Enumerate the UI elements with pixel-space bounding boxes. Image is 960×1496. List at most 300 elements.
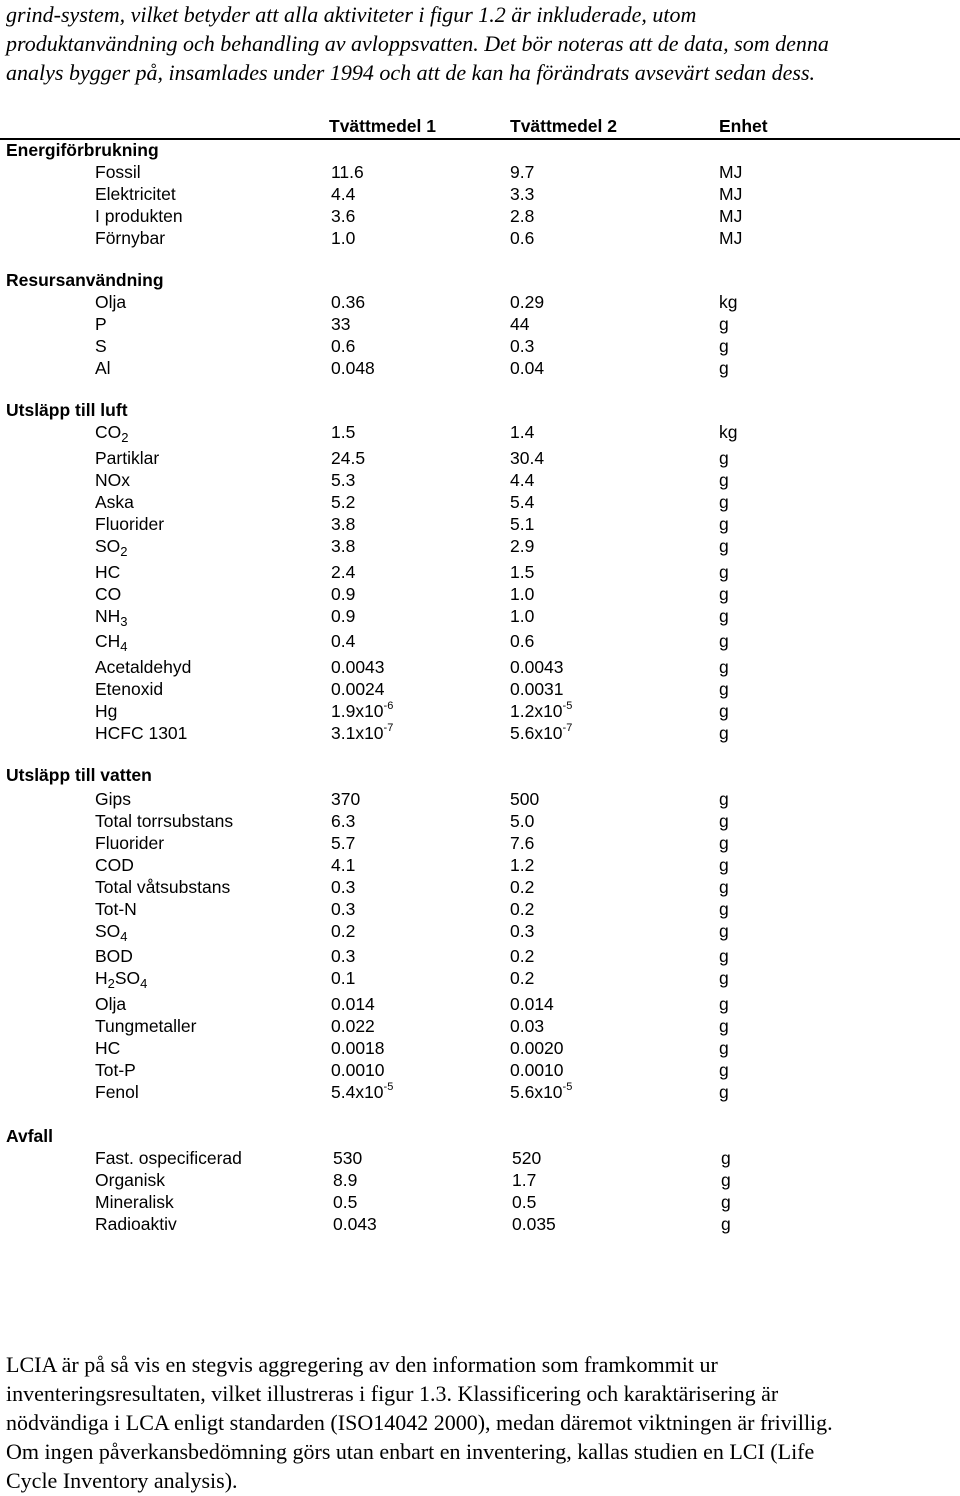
value-tvattmedel-2 [510, 657, 564, 677]
value-text: 530 [333, 1148, 363, 1168]
row-label-text: HC [95, 1038, 121, 1058]
value-text: 30.4 [510, 448, 545, 468]
subscript: 4 [120, 639, 128, 654]
value-text: 1.2 [510, 855, 535, 875]
value-text: 5.6x10 [510, 723, 563, 743]
value-tvattmedel-1 [333, 1148, 362, 1168]
row-label-text: P [95, 314, 107, 334]
row-label [95, 470, 130, 490]
value-tvattmedel-2 [510, 701, 572, 721]
value-text: 6.3 [331, 811, 356, 831]
row-label [95, 833, 164, 853]
row-label [95, 492, 134, 512]
unit-cell: g [719, 877, 729, 897]
value-text: 3.3 [510, 184, 535, 204]
value-text: 7.6 [510, 833, 535, 853]
value-text: 0.5 [512, 1192, 537, 1212]
value-text: 0.0031 [510, 679, 564, 699]
unit-cell: g [721, 1192, 731, 1212]
value-tvattmedel-1 [331, 336, 355, 356]
value-tvattmedel-2 [510, 921, 534, 941]
row-label [95, 877, 230, 897]
row-label-text: Fluorider [95, 833, 165, 853]
unit-cell: MJ [719, 228, 743, 248]
value-text: 1.9x10 [331, 701, 384, 721]
value-text: 4.1 [331, 855, 356, 875]
unit-cell: g [719, 631, 729, 651]
unit-cell: g [719, 1082, 729, 1102]
value-text: 0.022 [331, 1016, 375, 1036]
value-tvattmedel-1 [331, 358, 375, 378]
row-label-text: Olja [95, 292, 127, 312]
row-label [95, 899, 137, 919]
unit-cell: g [721, 1170, 731, 1190]
value-tvattmedel-2 [510, 292, 544, 312]
value-tvattmedel-2 [510, 228, 534, 248]
value-tvattmedel-1 [331, 206, 355, 226]
value-tvattmedel-2 [510, 514, 534, 534]
value-tvattmedel-1 [331, 946, 355, 966]
value-text: 0.3 [510, 336, 535, 356]
value-tvattmedel-2 [510, 162, 534, 182]
row-label [95, 184, 176, 204]
subscript: 2 [107, 976, 115, 991]
row-label-text: Olja [95, 994, 127, 1014]
value-text: 370 [331, 789, 361, 809]
value-text: 0.2 [510, 968, 535, 988]
unit-cell: kg [719, 422, 738, 442]
value-tvattmedel-1 [331, 492, 355, 512]
value-tvattmedel-1 [331, 470, 355, 490]
value-tvattmedel-1 [331, 899, 355, 919]
row-label [95, 921, 128, 944]
value-tvattmedel-1 [331, 789, 360, 809]
value-text: 5.1 [510, 514, 535, 534]
row-label [95, 292, 126, 312]
row-label-text: Mineralisk [95, 1192, 174, 1212]
value-text: 0.0020 [510, 1038, 564, 1058]
value-text: 2.8 [510, 206, 535, 226]
value-text: 5.6x10 [510, 1082, 563, 1102]
value-tvattmedel-1 [331, 162, 364, 182]
value-tvattmedel-2 [510, 855, 534, 875]
value-text: 0.035 [512, 1214, 556, 1234]
row-label [95, 811, 233, 831]
value-text: 0.9 [331, 584, 356, 604]
unit-cell: g [719, 921, 729, 941]
row-label-text: COD [95, 855, 134, 875]
unit-cell: g [719, 946, 729, 966]
value-tvattmedel-1 [331, 584, 355, 604]
value-tvattmedel-1 [331, 1038, 385, 1058]
value-text: 3.6 [331, 206, 356, 226]
row-label-text: H [95, 968, 108, 988]
value-tvattmedel-2 [512, 1192, 536, 1212]
unit-cell: g [719, 1038, 729, 1058]
value-tvattmedel-1 [331, 968, 355, 988]
unit-cell: g [719, 470, 729, 490]
value-tvattmedel-2 [510, 184, 534, 204]
row-label [95, 514, 164, 534]
value-text: 0.2 [510, 946, 535, 966]
outro-line: Om ingen påverkansbedömning görs utan enbart en inventering, kallas studien en LCI (Life [6, 1439, 815, 1464]
header-enhet: Enhet [719, 116, 768, 136]
value-text: 520 [512, 1148, 542, 1168]
value-tvattmedel-2 [510, 492, 534, 512]
row-label [95, 994, 126, 1014]
value-text: 0.4 [331, 631, 356, 651]
row-label [95, 723, 187, 743]
value-text: 0.0024 [331, 679, 385, 699]
outro-line: LCIA är på så vis en stegvis aggregering av den information som framkommit ur [6, 1352, 718, 1377]
value-tvattmedel-2 [510, 877, 534, 897]
value-text: 5.3 [331, 470, 356, 490]
value-text: 3.1x10 [331, 723, 384, 743]
exponent: -5 [383, 1081, 394, 1093]
value-tvattmedel-2 [510, 968, 534, 988]
value-text: 0.3 [510, 921, 535, 941]
row-label-text: Förnybar [95, 228, 166, 248]
value-text: 4.4 [331, 184, 356, 204]
exponent: -7 [562, 722, 573, 734]
outro-paragraph [6, 1350, 956, 1495]
value-text: 0.36 [331, 292, 366, 312]
row-label-text: Tungmetaller [95, 1016, 197, 1036]
value-text: 0.0043 [331, 657, 385, 677]
subscript: 3 [120, 614, 128, 629]
value-text: 1.0 [331, 228, 356, 248]
row-label [95, 946, 133, 966]
row-label [95, 562, 120, 582]
value-tvattmedel-2 [510, 994, 554, 1014]
value-text: 33 [331, 314, 351, 334]
row-label-text: SO [95, 536, 121, 556]
value-text: 0.03 [510, 1016, 545, 1036]
value-tvattmedel-2 [510, 422, 534, 442]
exponent: -7 [383, 722, 394, 734]
row-label [95, 968, 148, 991]
header-tvattmedel-2: Tvättmedel 2 [510, 116, 617, 136]
value-tvattmedel-2 [510, 470, 534, 490]
row-label [95, 358, 111, 378]
value-tvattmedel-1 [333, 1214, 377, 1234]
row-label-text: Tot-N [95, 899, 137, 919]
value-tvattmedel-2 [512, 1214, 556, 1234]
value-text: 5.0 [510, 811, 535, 831]
exponent: -5 [562, 1081, 573, 1093]
value-text: 24.5 [331, 448, 366, 468]
value-text: 3.8 [331, 514, 356, 534]
row-label [95, 1038, 120, 1058]
value-tvattmedel-1 [331, 314, 350, 334]
value-text: 0.6 [510, 631, 535, 651]
value-text: 11.6 [331, 162, 364, 182]
value-text: 0.6 [510, 228, 535, 248]
value-tvattmedel-2 [510, 1082, 572, 1102]
value-tvattmedel-1 [331, 855, 355, 875]
row-label [95, 631, 128, 654]
outro-line: nödvändiga i LCA enligt standarden (ISO14042 2000), medan däremot viktningen är frivillig. [6, 1410, 833, 1435]
value-text: 4.4 [510, 470, 535, 490]
value-text: 0.2 [510, 899, 535, 919]
section-title: Energiförbrukning [6, 140, 159, 160]
unit-cell: g [719, 448, 729, 468]
row-label-text: Total torrsubstans [95, 811, 234, 831]
row-label [95, 657, 191, 677]
value-tvattmedel-1 [331, 811, 355, 831]
value-tvattmedel-2 [510, 314, 529, 334]
value-tvattmedel-2 [510, 631, 534, 651]
row-label [95, 228, 165, 248]
row-label-text: Tot-P [95, 1060, 136, 1080]
value-tvattmedel-2 [510, 833, 534, 853]
value-tvattmedel-1 [331, 877, 355, 897]
unit-cell: g [719, 657, 729, 677]
unit-cell: MJ [719, 206, 743, 226]
value-text: 0.04 [510, 358, 545, 378]
value-tvattmedel-2 [510, 562, 534, 582]
value-tvattmedel-2 [510, 448, 544, 468]
section-title: Utsläpp till vatten [6, 765, 152, 785]
row-label-text: Fossil [95, 162, 141, 182]
subscript: 4 [120, 929, 128, 944]
value-text: 1.7 [512, 1170, 537, 1190]
row-label [95, 336, 107, 356]
value-text: 1.5 [331, 422, 356, 442]
unit-cell: g [719, 336, 729, 356]
value-text: 0.0043 [510, 657, 564, 677]
row-label-text: SO [114, 968, 141, 988]
value-tvattmedel-1 [331, 994, 375, 1014]
value-text: 500 [510, 789, 540, 809]
value-text: 1.4 [510, 422, 535, 442]
value-text: 0.014 [331, 994, 375, 1014]
row-label-text: HC [95, 562, 121, 582]
value-tvattmedel-1 [331, 657, 385, 677]
unit-cell: g [719, 994, 729, 1014]
exponent: -5 [562, 700, 573, 712]
row-label [95, 536, 128, 559]
value-tvattmedel-1 [331, 833, 355, 853]
value-tvattmedel-2 [510, 584, 534, 604]
unit-cell: g [719, 789, 729, 809]
value-text: 3.8 [331, 536, 356, 556]
intro-line: produktanvändning och behandling av avloppsvatten. Det bör noteras att de data, som denna [6, 31, 829, 56]
unit-cell: g [719, 811, 729, 831]
value-text: 1.0 [510, 584, 535, 604]
row-label-text: Acetaldehyd [95, 657, 192, 677]
value-tvattmedel-2 [510, 679, 564, 699]
value-tvattmedel-2 [510, 1038, 564, 1058]
row-label-text: Aska [95, 492, 134, 512]
value-text: 1.5 [510, 562, 535, 582]
row-label [95, 1082, 139, 1102]
row-label-text: Al [95, 358, 111, 378]
outro-line: inventeringsresultaten, vilket illustreras i figur 1.3. Klassificering och karaktärisering är [6, 1381, 779, 1406]
value-text: 9.7 [510, 162, 535, 182]
row-label-text: Etenoxid [95, 679, 164, 699]
row-label-text: I produkten [95, 206, 183, 226]
value-tvattmedel-1 [331, 701, 393, 721]
section-title: Avfall [6, 1126, 54, 1146]
row-label [95, 701, 117, 721]
unit-cell: g [719, 1016, 729, 1036]
value-text: 5.4x10 [331, 1082, 384, 1102]
value-tvattmedel-2 [510, 723, 572, 743]
row-label [95, 162, 141, 182]
unit-cell: g [719, 562, 729, 582]
row-label [95, 1060, 136, 1080]
row-label [95, 679, 163, 699]
unit-cell: g [719, 833, 729, 853]
row-label-text: CH [95, 631, 121, 651]
row-label-text: NH [95, 606, 121, 626]
row-label [95, 1148, 242, 1168]
intro-line: analys bygger på, insamlades under 1994 och att de kan ha förändrats avsevärt sedan dess. [6, 60, 816, 85]
unit-cell: g [719, 584, 729, 604]
value-text: 0.014 [510, 994, 554, 1014]
unit-cell: MJ [719, 162, 743, 182]
row-label-text: Radioaktiv [95, 1214, 177, 1234]
row-label [95, 448, 159, 468]
row-label-text: Fluorider [95, 514, 165, 534]
value-tvattmedel-2 [510, 1016, 544, 1036]
value-text: 0.6 [331, 336, 356, 356]
row-label-text: Organisk [95, 1170, 166, 1190]
row-label [95, 855, 134, 875]
value-tvattmedel-1 [333, 1170, 357, 1190]
unit-cell: kg [719, 292, 738, 312]
row-label-text: Hg [95, 701, 118, 721]
outro-line: Cycle Inventory analysis). [6, 1468, 238, 1493]
value-tvattmedel-1 [331, 1016, 375, 1036]
section-title: Utsläpp till luft [6, 400, 128, 420]
unit-cell: g [719, 855, 729, 875]
value-text: 8.9 [333, 1170, 358, 1190]
value-tvattmedel-1 [331, 1082, 393, 1102]
unit-cell: g [719, 723, 729, 743]
value-text: 0.5 [333, 1192, 358, 1212]
unit-cell: g [719, 536, 729, 556]
row-label-text: BOD [95, 946, 133, 966]
unit-cell: g [719, 899, 729, 919]
unit-cell: g [719, 968, 729, 988]
value-tvattmedel-1 [331, 562, 355, 582]
value-tvattmedel-1 [331, 631, 355, 651]
row-label-text: Gips [95, 789, 131, 809]
row-label-text: S [95, 336, 107, 356]
unit-cell: g [719, 358, 729, 378]
value-tvattmedel-2 [510, 899, 534, 919]
value-text: 5.4 [510, 492, 535, 512]
row-label [95, 1192, 174, 1212]
unit-cell: MJ [719, 184, 743, 204]
row-label-text: Fast. ospecificerad [95, 1148, 242, 1168]
value-text: 0.043 [333, 1214, 377, 1234]
row-label-text: HCFC 1301 [95, 723, 188, 743]
row-label [95, 206, 183, 226]
value-text: 0.3 [331, 877, 356, 897]
value-text: 0.0018 [331, 1038, 385, 1058]
value-tvattmedel-2 [512, 1148, 541, 1168]
value-tvattmedel-1 [331, 292, 365, 312]
row-label-text: Total våtsubstans [95, 877, 231, 897]
unit-cell: g [719, 606, 729, 626]
value-tvattmedel-1 [331, 723, 393, 743]
unit-cell: g [719, 679, 729, 699]
exponent: -6 [383, 700, 394, 712]
value-tvattmedel-2 [510, 536, 534, 556]
value-text: 0.3 [331, 946, 356, 966]
row-label [95, 606, 128, 629]
value-text: 44 [510, 314, 530, 334]
value-text: 0.1 [331, 968, 356, 988]
unit-cell: g [721, 1214, 731, 1234]
value-text: 0.2 [510, 877, 535, 897]
unit-cell: g [719, 314, 729, 334]
subscript: 2 [120, 544, 128, 559]
unit-cell: g [721, 1148, 731, 1168]
subscript: 2 [121, 430, 129, 445]
value-tvattmedel-1 [331, 536, 355, 556]
row-label-text: NOx [95, 470, 130, 490]
row-label-text: Partiklar [95, 448, 160, 468]
row-label [95, 1170, 165, 1190]
value-tvattmedel-2 [510, 811, 534, 831]
unit-cell: g [719, 514, 729, 534]
row-label-text: CO [95, 422, 122, 442]
section-title: Resursanvändning [6, 270, 164, 290]
value-tvattmedel-1 [331, 228, 355, 248]
unit-cell: g [719, 492, 729, 512]
value-tvattmedel-1 [331, 422, 355, 442]
value-tvattmedel-2 [510, 789, 539, 809]
header-tvattmedel-1: Tvättmedel 1 [329, 116, 436, 136]
value-tvattmedel-1 [331, 679, 385, 699]
row-label-text: CO [95, 584, 122, 604]
value-tvattmedel-2 [512, 1170, 536, 1190]
intro-line: grind-system, vilket betyder att alla aktiviteter i figur 1.2 är inkluderade, utom [6, 2, 697, 27]
value-text: 0.048 [331, 358, 375, 378]
value-text: 5.7 [331, 833, 356, 853]
value-tvattmedel-2 [510, 336, 534, 356]
value-text: 5.2 [331, 492, 356, 512]
value-text: 1.2x10 [510, 701, 563, 721]
value-text: 2.4 [331, 562, 356, 582]
value-text: 0.0010 [510, 1060, 564, 1080]
row-label [95, 789, 131, 809]
value-text: 0.2 [331, 921, 356, 941]
row-label-text: SO [95, 921, 121, 941]
row-label [95, 314, 107, 334]
row-label [95, 584, 121, 604]
value-tvattmedel-1 [331, 606, 355, 626]
value-text: 1.0 [510, 606, 535, 626]
row-label-text: Fenol [95, 1082, 139, 1102]
value-tvattmedel-2 [510, 1060, 564, 1080]
value-tvattmedel-2 [510, 206, 534, 226]
value-tvattmedel-1 [331, 448, 365, 468]
row-label [95, 422, 129, 445]
row-label [95, 1214, 177, 1234]
value-text: 0.0010 [331, 1060, 385, 1080]
unit-cell: g [719, 1060, 729, 1080]
row-label-text: Elektricitet [95, 184, 176, 204]
value-text: 0.3 [331, 899, 356, 919]
value-tvattmedel-2 [510, 946, 534, 966]
value-text: 2.9 [510, 536, 535, 556]
value-tvattmedel-1 [331, 514, 355, 534]
